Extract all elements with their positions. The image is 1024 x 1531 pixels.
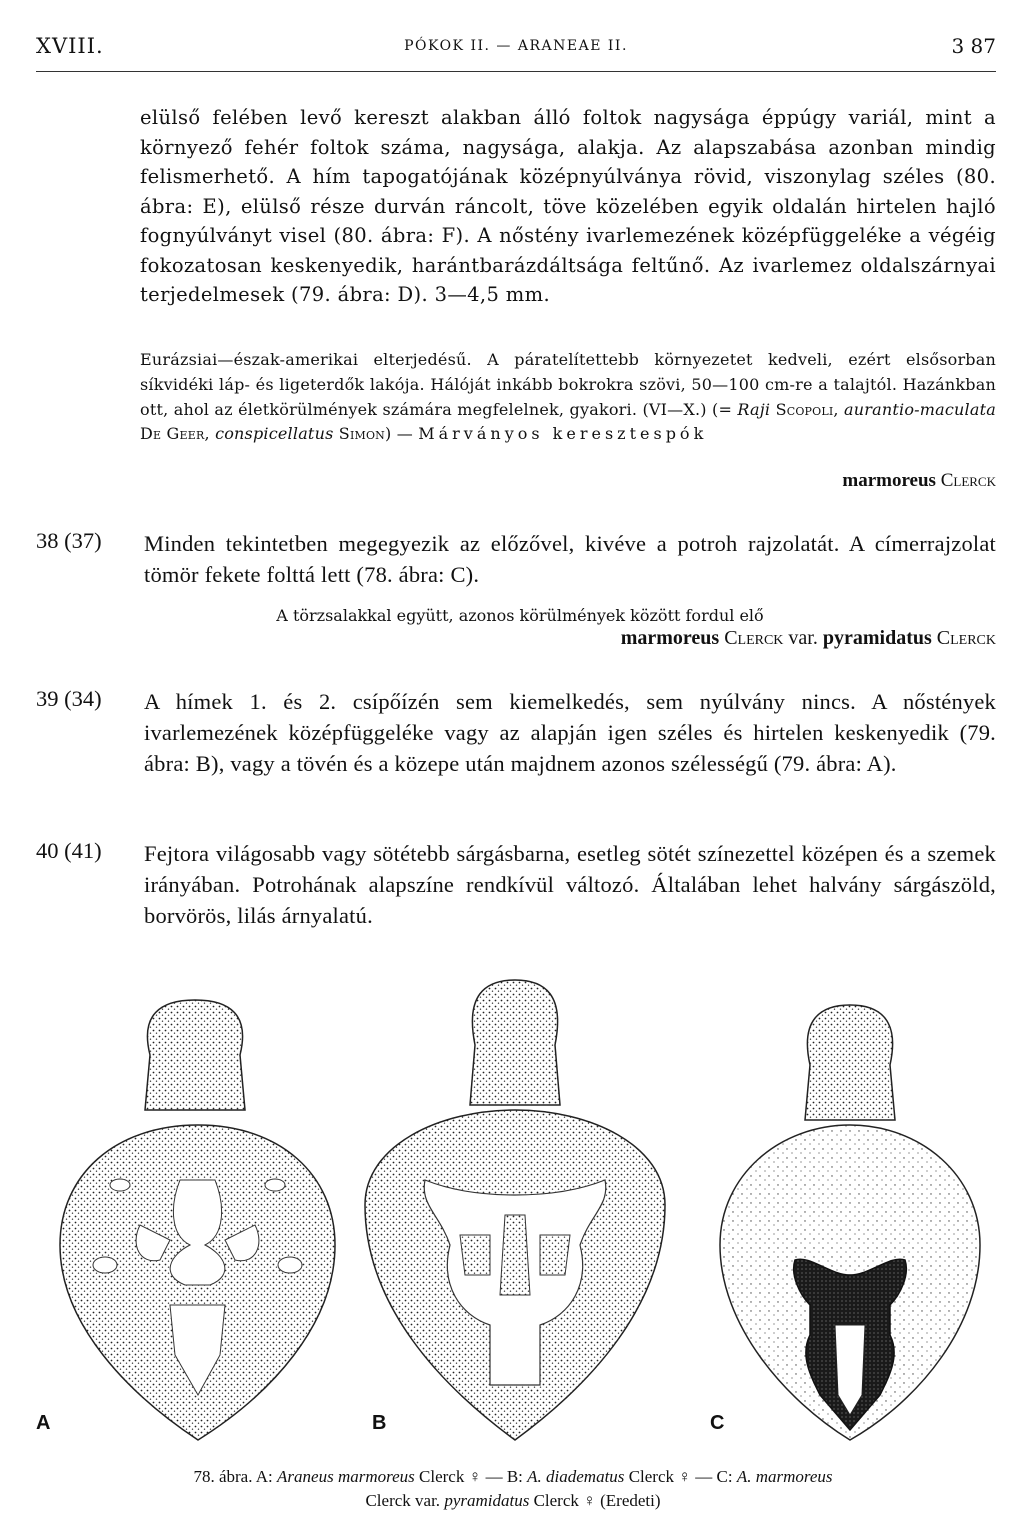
distribution-paragraph: Eurázsiai—észak-amerikai elterjedésű. A páratelítettebb környezetet kedveli, ezért elsősorban síkvidéki láp- és ligeterdők lakója. Hálóját inkább bokrokra szövi, 50—100 cm-re a talajtól. Hazánkban ott, ahol az életkörülmények számára megfelelnek, gyakori. (VI—X.) (= Raji Scopoli, aurantio-maculata De Geer, conspicellatus Simon) — Márványos keresztespók [140, 350, 996, 444]
figure-letter-a: A [36, 1412, 51, 1434]
species-name-marmoreus: marmoreus Clerck [842, 470, 996, 491]
couplet-40 [36, 838, 996, 931]
couplet-text: Fejtora világosabb vagy sötétebb sárgásbarna, esetleg sötét színezettel középen és a szemek irányában. Potrohának alapszíne rendkívül változó. Általában lehet halvány sárgászöld, borvörös, lilás árnyalatú. [144, 841, 996, 928]
spider-b-drawing [365, 980, 665, 1440]
figure-letter-b: B [372, 1412, 387, 1434]
species-name-pyramidatus: marmoreus Clerck var. pyramidatus Clerck [620, 627, 996, 649]
description-paragraph: elülső felében levő kereszt alakban álló foltok nagysága éppúgy variál, mint a környező fehér foltok száma, nagysága, alakja. Az alapszabása azonban mindig felismerhető. A hím tapogatójának középnyúlványa rövid, viszonylag széles (80. ábra: E), elülső része durván ráncolt, töve közelében egyik oldalán hirtelen hajló fognyúlványt visel (80. ábra: F). A nőstény ivarlemezének középfüggeléke a végéig fokozatosan keskenyedik, harántbarázdáltsága feltűnő. Az ivarlemez oldalszárnyai terjedelmesek (79. ábra: D). 3—4,5 mm. [140, 106, 996, 306]
page-header [36, 34, 996, 62]
common-name: Márványos keresztespók [418, 424, 708, 444]
figure-caption: 78. ábra. A: Araneus marmoreus Clerck ♀ — B: A. diadematus Clerck ♀ — C: A. marmoreus Clerck var. pyramidatus Clerck ♀ (Eredeti) [193, 1467, 833, 1510]
couplet-number: 38 (37) [36, 528, 102, 553]
couplet-number: 39 (34) [36, 686, 102, 711]
spider-a-drawing [60, 1000, 335, 1440]
page-number: 3 87 [951, 34, 996, 58]
couplet-38 [36, 528, 996, 590]
couplet-text: A hímek 1. és 2. csípőízén sem kiemelkedés, sem nyúlvány nincs. A nőstények ivarlemezének középfüggeléke vagy az alapján igen széles és hirtelen keskenyedik (79. ábra: B), vagy a tövén és a közepe után majdnem azonos szélességű (79. ábra: A). [144, 689, 996, 776]
couplet-number: 40 (41) [36, 838, 102, 863]
running-title: PÓKOK II. — ARANEAE II. [404, 38, 628, 54]
couplet-39 [36, 686, 996, 779]
spider-c-drawing [720, 1005, 980, 1440]
couplet-text: Minden tekintetben megegyezik az előzővel, kivéve a potroh rajzolatát. A címerrajzolat tömör fekete folttá lett (78. ábra: C). [144, 531, 996, 587]
figure-letter-c: C [710, 1412, 725, 1434]
habitat-note: A törzsalakkal együtt, azonos körülmények között fordul elő [276, 606, 764, 625]
spider-abdomen-drawings [20, 975, 1010, 1455]
chapter-number: XVIII. [36, 34, 104, 58]
header-rule [36, 71, 996, 72]
figure-78 [20, 975, 1010, 1455]
